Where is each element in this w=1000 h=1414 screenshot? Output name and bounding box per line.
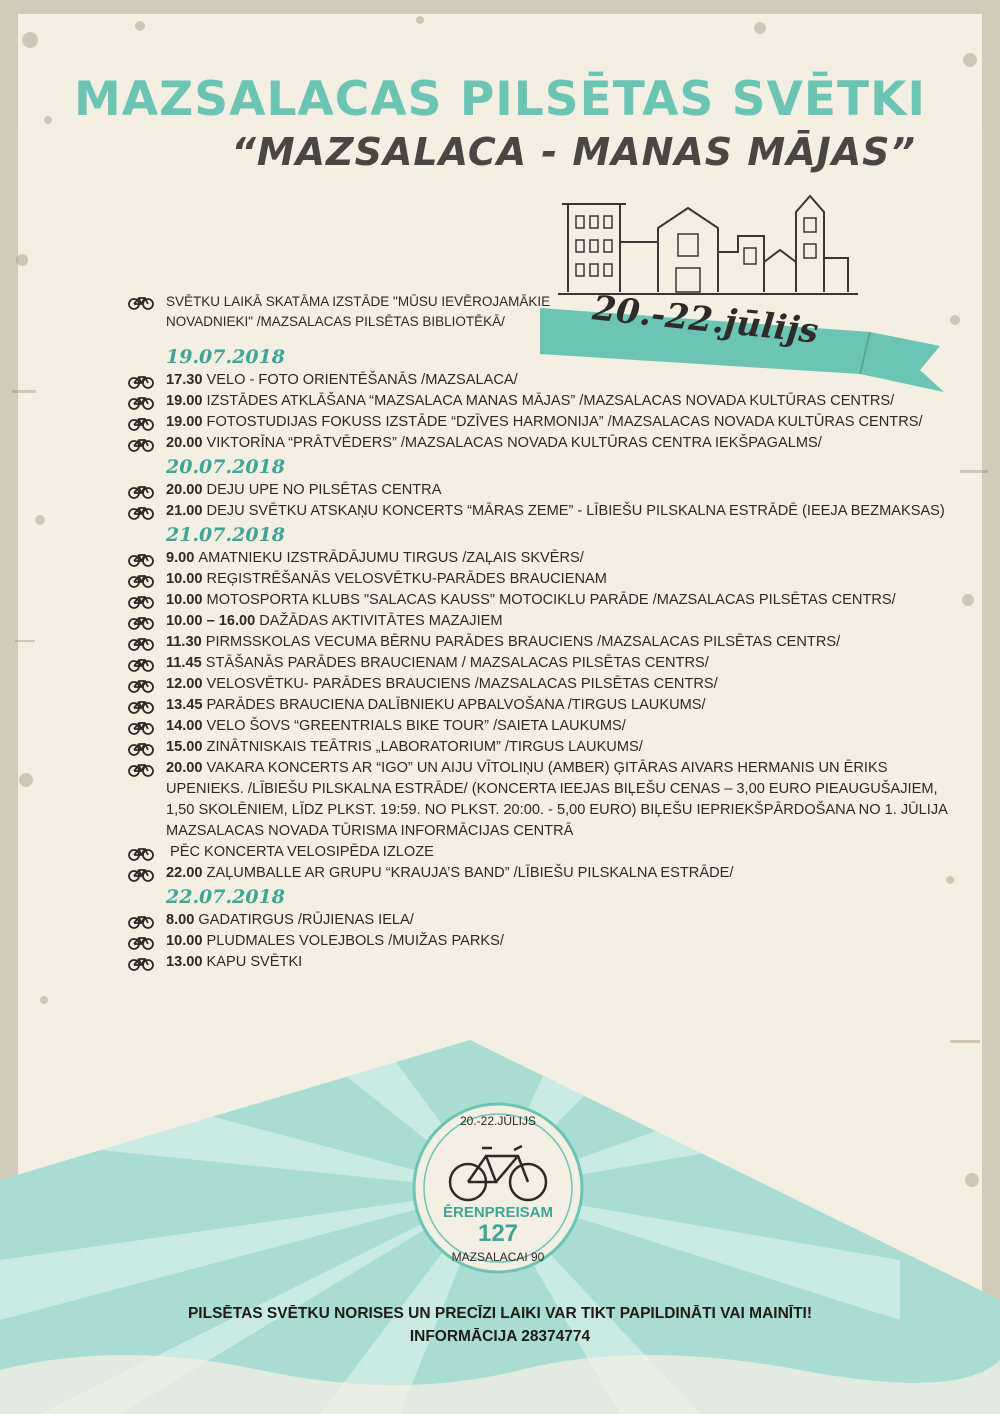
event-row bbox=[128, 548, 948, 569]
event-row bbox=[128, 695, 948, 716]
event-text: VIKTORĪNA “PRĀTVĒDERS” /MAZSALACAS NOVADA KULTŪRAS CENTRA IEKŠPAGALMS/ bbox=[206, 435, 822, 451]
day-date: 21.07.2018 bbox=[166, 524, 285, 546]
event-description bbox=[166, 611, 948, 632]
event-text: AMATNIEKU IZSTRĀDĀJUMU TIRGUS /ZAĻAIS SKVĒRS/ bbox=[198, 550, 584, 566]
event-time: 11.45 bbox=[166, 655, 202, 671]
badge-number: 127 bbox=[477, 1220, 519, 1247]
schedule bbox=[128, 344, 948, 973]
event-description bbox=[166, 548, 948, 569]
event-time: 11.30 bbox=[166, 634, 202, 650]
event-time: 10.00 bbox=[166, 592, 203, 608]
event-text: DAŽĀDAS AKTIVITĀTES MAZAJIEM bbox=[259, 613, 503, 629]
event-description bbox=[166, 842, 948, 863]
date-ribbon-text: 20.-22.jūlijs bbox=[590, 288, 821, 352]
event-time: 14.00 bbox=[166, 718, 203, 734]
intro-exhibition bbox=[128, 292, 558, 332]
event-time: 8.00 bbox=[166, 912, 195, 928]
event-description bbox=[166, 863, 948, 884]
event-description bbox=[166, 952, 948, 973]
event-row bbox=[128, 433, 948, 454]
event-time: 20.00 bbox=[166, 482, 203, 498]
event-row bbox=[128, 716, 948, 737]
event-row bbox=[128, 611, 948, 632]
event-description bbox=[166, 653, 948, 674]
bicycle-icon bbox=[128, 868, 154, 889]
event-time: 9.00 bbox=[166, 550, 195, 566]
event-description bbox=[166, 674, 948, 695]
event-text: ZINĀTNISKAIS TEĀTRIS „LABORATORIUM” /TIRGUS LAUKUMS/ bbox=[206, 739, 643, 755]
event-row bbox=[128, 569, 948, 590]
event-text: MOTOSPORTA KLUBS "SALACAS KAUSS" MOTOCIKLU PARĀDE /MAZSALACAS PILSĒTAS CENTRS/ bbox=[206, 592, 896, 608]
event-row bbox=[128, 931, 948, 952]
event-description bbox=[166, 910, 948, 931]
event-text: FOTOSTUDIJAS FOKUSS IZSTĀDE “DZĪVES HARMONIJA” /MAZSALACAS NOVADA KULTŪRAS CENTRS/ bbox=[206, 414, 923, 430]
event-row bbox=[128, 412, 948, 433]
event-row bbox=[128, 842, 948, 863]
event-description bbox=[166, 433, 948, 454]
event-row bbox=[128, 910, 948, 931]
event-time: 20.00 bbox=[166, 760, 203, 776]
event-time: 19.00 bbox=[166, 393, 203, 409]
event-text: VAKARA KONCERTS AR “IGO” UN AIJU VĪTOLIŅU (AMBER) ĢITĀRAS AIVARS HERMANIS UN ĒRIKS UPENIEKS. /LĪBIEŠU PILSKALNA ESTRĀDE/ (KONCERTA IEEJAS BIĻEŠU CENAS – 3,00 EURO PIEAUGUŠAJIEM, 1,50 SKOLĒNIEM, LĪDZ PLKST. 19:59. NO PLKST. 20:00. - 5,00 EURO) BIĻEŠU IEPRIEKŠPĀRDOŠANA NO 1. JŪLIJA MAZSALACAS NOVADA TŪRISMA INFORMĀCIJAS CENTRĀ bbox=[166, 760, 948, 839]
badge-top: 20.-22.JŪLIJS bbox=[459, 1114, 537, 1128]
event-text: DEJU SVĒTKU ATSKAŅU KONCERTS “MĀRAS ZEME” - LĪBIEŠU PILSKALNA ESTRĀDĒ (IEEJA BEZMAKSAS) bbox=[206, 503, 945, 519]
event-text: DEJU UPE NO PILSĒTAS CENTRA bbox=[206, 482, 442, 498]
event-time: 10.00 bbox=[166, 571, 203, 587]
event-text: VELO - FOTO ORIENTĒŠANĀS /MAZSALACA/ bbox=[206, 372, 518, 388]
day-date: 22.07.2018 bbox=[166, 886, 285, 908]
event-time: 12.00 bbox=[166, 676, 203, 692]
intro-text: SVĒTKU LAIKĀ SKATĀMA IZSTĀDE "MŪSU IEVĒROJAMĀKIE NOVADNIEKI" /MAZSALACAS PILSĒTAS BIBLIOTĒKĀ/ bbox=[166, 294, 551, 329]
event-text: PIRMSSKOLAS VECUMA BĒRNU PARĀDES BRAUCIENS /MAZSALACAS PILSĒTAS CENTRS/ bbox=[205, 634, 841, 650]
event-text: KAPU SVĒTKI bbox=[206, 954, 303, 970]
day-date: 20.07.2018 bbox=[166, 456, 285, 478]
event-text: PLUDMALES VOLEJBOLS /MUIŽAS PARKS/ bbox=[206, 933, 504, 949]
bicycle-icon bbox=[128, 296, 154, 315]
event-row bbox=[128, 391, 948, 412]
footer-info: INFORMĀCIJA 28374774 bbox=[409, 1328, 591, 1345]
event-time: 13.00 bbox=[166, 954, 203, 970]
event-description bbox=[166, 695, 948, 716]
event-description bbox=[166, 480, 948, 501]
event-time: 13.45 bbox=[166, 697, 203, 713]
page-subtitle: “MAZSALACA - MANAS MĀJAS” bbox=[231, 130, 916, 174]
event-text: IZSTĀDES ATKLĀŠANA “MAZSALACA MANAS MĀJAS” /MAZSALACAS NOVADA KULTŪRAS CENTRS/ bbox=[206, 393, 895, 409]
event-time: 20.00 bbox=[166, 435, 203, 451]
day-date: 19.07.2018 bbox=[166, 346, 285, 368]
event-row bbox=[128, 590, 948, 611]
footer-notice-text: PILSĒTAS SVĒTKU NORISES UN PRECĪZI LAIKI VAR TIKT PAPILDINĀTI VAI MAINĪTI! bbox=[187, 1305, 813, 1322]
event-text: ZAĻUMBALLE AR GRUPU “KRAUJA’S BAND” /LĪBIEŠU PILSKALNA ESTRĀDE/ bbox=[206, 865, 734, 881]
event-description bbox=[166, 758, 948, 842]
event-text: VELOSVĒTKU- PARĀDES BRAUCIENS /MAZSALACAS PILSĒTAS CENTRS/ bbox=[206, 676, 718, 692]
event-time: 15.00 bbox=[166, 739, 203, 755]
event-text: GADATIRGUS /RŪJIENAS IELA/ bbox=[198, 912, 414, 928]
event-row bbox=[128, 370, 948, 391]
event-text: STĀŠANĀS PARĀDES BRAUCIENAM / MAZSALACAS PILSĒTAS CENTRS/ bbox=[205, 655, 709, 671]
event-description bbox=[166, 370, 948, 391]
event-row bbox=[128, 501, 948, 522]
event-time: 10.00 bbox=[166, 933, 203, 949]
event-row bbox=[128, 758, 948, 842]
event-time: 19.00 bbox=[166, 414, 203, 430]
anniversary-badge bbox=[410, 1100, 586, 1281]
event-text: REĢISTRĒŠANĀS VELOSVĒTKU-PARĀDES BRAUCIENAM bbox=[206, 571, 607, 587]
event-time: 22.00 bbox=[166, 865, 203, 881]
event-row bbox=[128, 952, 948, 973]
badge-bottom: MAZSALACAI 90 bbox=[451, 1250, 545, 1264]
event-description bbox=[166, 737, 948, 758]
page-title: MAZSALACAS PILSĒTAS SVĒTKI bbox=[74, 72, 926, 127]
event-row bbox=[128, 632, 948, 653]
event-time: 10.00 – 16.00 bbox=[166, 613, 256, 629]
footer-notice bbox=[0, 1302, 1000, 1348]
event-text: PĒC KONCERTA VELOSIPĒDA IZLOZE bbox=[170, 844, 434, 860]
bicycle-icon bbox=[128, 763, 154, 784]
event-description bbox=[166, 412, 948, 433]
badge-name: ĒRENPREISAM bbox=[442, 1204, 554, 1221]
event-time: 17.30 bbox=[166, 372, 203, 388]
event-time: 21.00 bbox=[166, 503, 203, 519]
event-text: VELO ŠOVS “GREENTRIALS BIKE TOUR” /SAIETA LAUKUMS/ bbox=[206, 718, 626, 734]
event-description bbox=[166, 590, 948, 611]
event-text: PARĀDES BRAUCIENA DALĪBNIEKU APBALVOŠANA /TIRGUS LAUKUMS/ bbox=[206, 697, 706, 713]
event-description bbox=[166, 632, 948, 653]
event-description bbox=[166, 501, 948, 522]
event-description bbox=[166, 569, 948, 590]
event-row bbox=[128, 480, 948, 501]
event-description bbox=[166, 716, 948, 737]
event-row bbox=[128, 674, 948, 695]
event-row bbox=[128, 863, 948, 884]
event-description bbox=[166, 931, 948, 952]
bicycle-icon bbox=[128, 506, 154, 527]
event-row bbox=[128, 653, 948, 674]
bicycle-icon bbox=[128, 957, 154, 978]
bicycle-icon bbox=[128, 438, 154, 459]
event-description bbox=[166, 391, 948, 412]
event-row bbox=[128, 737, 948, 758]
